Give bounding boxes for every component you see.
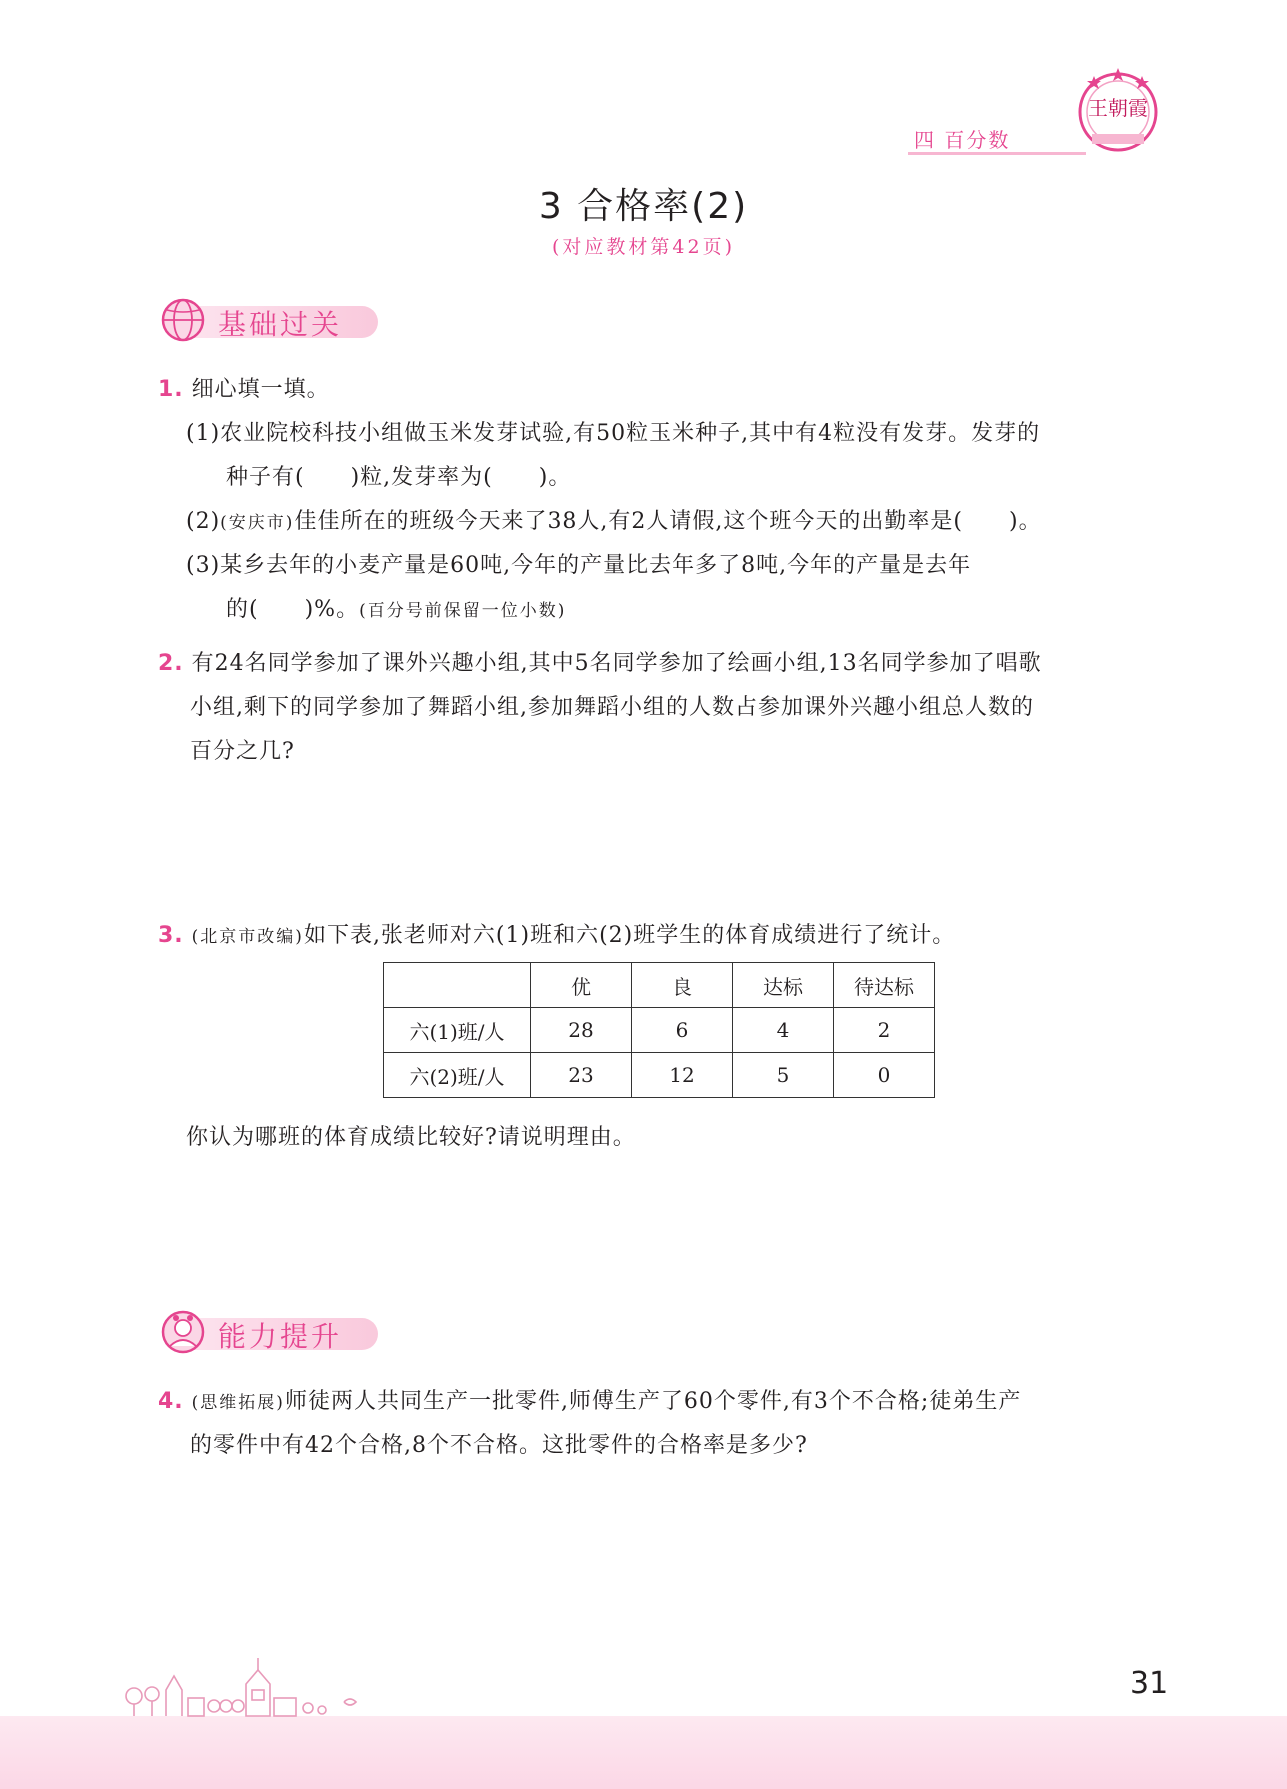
question-1-part-1-line-1: (1)农业院校科技小组做玉米发芽试验,有50粒玉米种子,其中有4粒没有发芽。发芽的 [186,421,1041,446]
table-row [384,1053,935,1098]
section-title-advanced: 能力提升 [218,1320,343,1353]
question-4-line-2: 的零件中有42个合格,8个不合格。这批零件的合格率是多少? [190,1433,808,1458]
brand-seal [1072,62,1164,154]
question-2-line-2: 小组,剩下的同学参加了舞蹈小组,参加舞蹈小组的人数占参加课外兴趣小组总人数的 [190,695,1034,720]
question-text: 有24名同学参加了课外兴趣小组,其中5名同学参加了绘画小组,13名同学参加了唱歌 [191,651,1042,676]
question-3-followup: 你认为哪班的体育成绩比较好?请说明理由。 [186,1125,636,1150]
part-label: (2) [186,509,221,534]
question-number: 2. [158,651,184,676]
question-1-part-1-line-2: 种子有( )粒,发芽率为( )。 [226,465,572,490]
chapter-underline [908,152,1086,155]
question-4-line-1 [158,1384,1021,1415]
question-number: 1. [158,377,184,402]
page-title: 3 合格率(2) [538,186,749,227]
table-cell: 28 [531,1008,632,1053]
globe-icon [158,294,208,344]
question-2-line-3: 百分之几? [190,739,295,764]
hint-note: (百分号前保留一位小数) [359,601,567,621]
table-header-cell [384,963,531,1008]
score-table [383,962,935,1098]
town-illustration-icon [118,1650,378,1722]
section-banner-advanced [158,1306,382,1358]
table-row-label: 六(2)班/人 [384,1053,531,1098]
category-note: (思维拓展) [191,1393,285,1413]
table-header-cell: 优 [531,963,632,1008]
table-cell: 2 [834,1008,935,1053]
section-title-basic: 基础过关 [218,308,343,341]
footer-band [0,1716,1287,1789]
table-header-cell: 达标 [733,963,834,1008]
question-number: 3. [158,923,184,948]
page-subtitle: (对应教材第42页) [551,236,735,258]
part-text: 佳佳所在的班级今天来了38人,有2人请假,这个班今天的出勤率是( )。 [294,509,1042,534]
seal-name: 王朝霞 [1088,96,1148,120]
table-header-row [384,963,935,1008]
question-3-prompt [158,918,955,949]
question-number: 4. [158,1389,184,1414]
part-text: 的( )%。 [226,597,360,622]
table-row-label: 六(1)班/人 [384,1008,531,1053]
table-cell: 6 [632,1008,733,1053]
table-header-cell: 待达标 [834,963,935,1008]
question-text: 师徒两人共同生产一批零件,师傅生产了60个零件,有3个不合格;徒弟生产 [284,1389,1022,1414]
question-text: 细心填一填。 [191,377,330,402]
question-1-part-2 [186,504,1042,535]
source-note: (北京市改编) [191,927,304,947]
table-cell: 4 [733,1008,834,1053]
table-cell: 12 [632,1053,733,1098]
source-note: (安庆市) [220,513,295,533]
table-header-cell: 良 [632,963,733,1008]
table-cell: 5 [733,1053,834,1098]
page-number: 31 [1130,1666,1169,1701]
table-row [384,1008,935,1053]
thinker-icon [158,1306,208,1356]
table-cell: 23 [531,1053,632,1098]
table-cell: 0 [834,1053,935,1098]
question-2-line-1 [158,646,1042,677]
question-1-prompt [158,372,330,403]
section-banner-basic [158,294,382,346]
chapter-tag [908,124,1088,154]
question-1-part-3-line-1: (3)某乡去年的小麦产量是60吨,今年的产量比去年多了8吨,今年的产量是去年 [186,553,972,578]
chapter-label: 四 百分数 [914,128,1011,152]
question-1-part-3-line-2 [226,592,566,623]
question-text: 如下表,张老师对六(1)班和六(2)班学生的体育成绩进行了统计。 [303,923,956,948]
